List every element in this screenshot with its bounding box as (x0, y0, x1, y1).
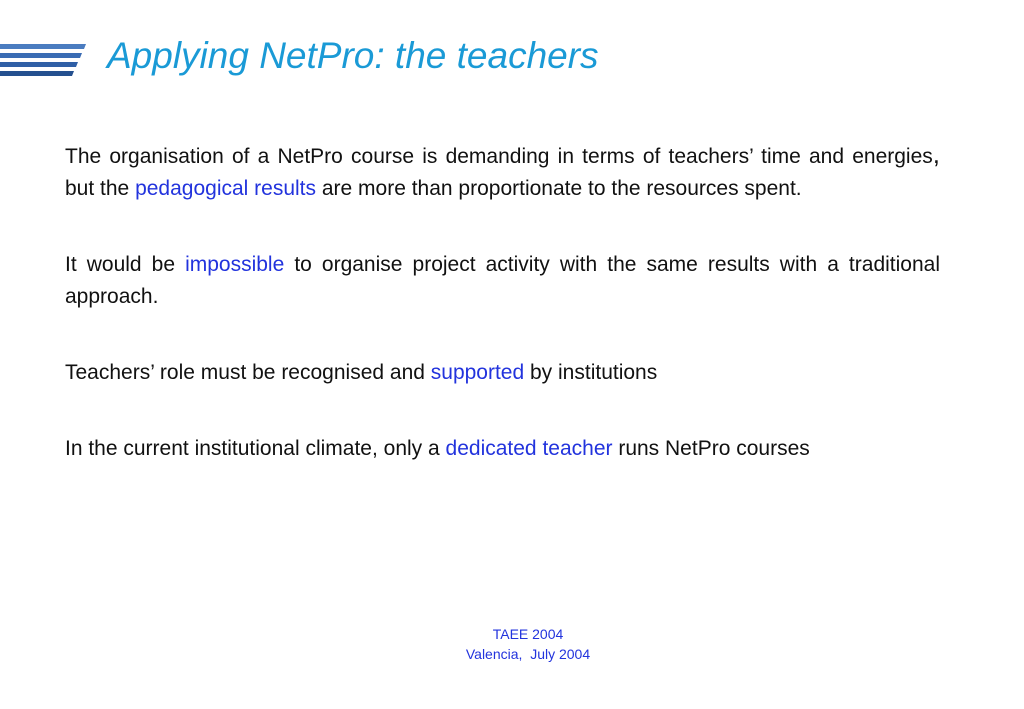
slide-body (65, 138, 940, 465)
paragraph-4-text-a: In the current institutional climate, only a (65, 437, 446, 460)
footer-location-date: Valencia, July 2004 (465, 646, 591, 662)
paragraph-2-text-a: It would be (65, 253, 186, 276)
slide-title: Applying NetPro: the teachers (107, 35, 599, 76)
paragraph-2 (65, 249, 940, 313)
paragraph-3-text-a: Teachers’ role must be recognised and (65, 361, 431, 384)
slide-footer (0, 624, 1024, 664)
paragraph-1 (65, 138, 940, 205)
paragraph-1-highlight: pedagogical results (135, 177, 317, 200)
paragraph-3-text-b: by institutions (524, 361, 658, 384)
paragraph-3 (65, 357, 940, 389)
paragraph-1-text-b: but the (65, 177, 136, 200)
paragraph-4-text-b: runs NetPro courses (612, 437, 810, 460)
striped-bars-logo-icon (0, 44, 90, 84)
footer-event: TAEE 2004 (492, 626, 564, 642)
paragraph-1-text-c: are more than proportionate to the resources spent. (316, 177, 802, 200)
paragraph-2-text-b: to organise project activity with the same results with a traditional approach. (65, 253, 940, 308)
paragraph-1-comma: , (932, 139, 940, 169)
paragraph-1-text-a: The organisation of a NetPro course is demanding in terms of teachers’ time and energies (65, 145, 933, 168)
paragraph-3-highlight: supported (430, 361, 525, 384)
paragraph-4-highlight: dedicated teacher (445, 437, 613, 460)
paragraph-2-highlight: impossible (185, 253, 285, 276)
paragraph-4 (65, 433, 940, 465)
